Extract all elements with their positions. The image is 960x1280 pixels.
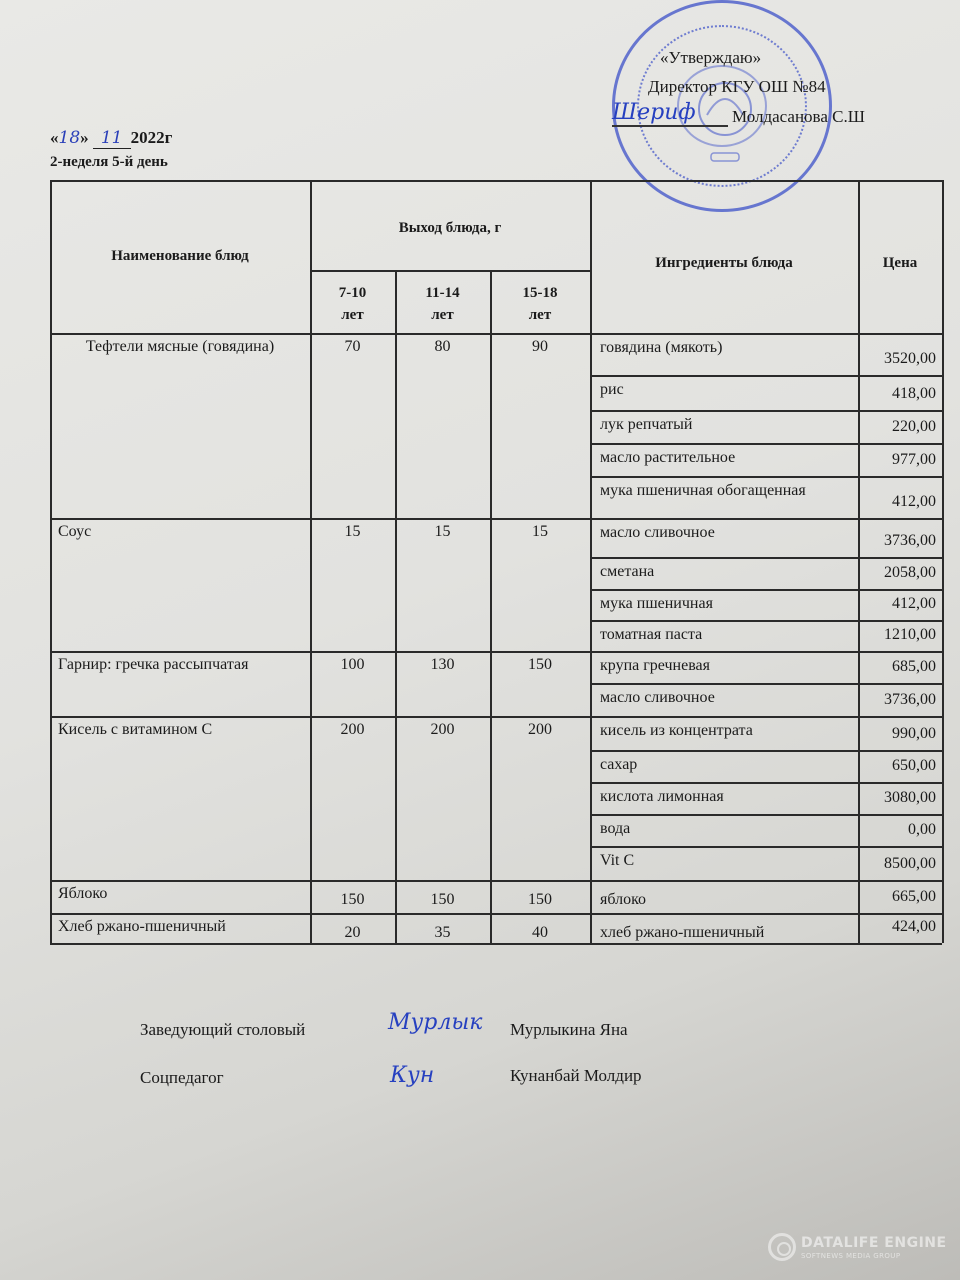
signature-mark-1: Мурлык — [388, 1010, 483, 1035]
ingredient-row-border — [590, 443, 942, 445]
ingredient-name: лук репчатый — [600, 416, 693, 433]
ingredient-row-border — [590, 557, 942, 559]
col-line-2 — [395, 270, 397, 943]
ingredient-name: крупа гречневая — [600, 657, 711, 674]
ingredient-price: 2058,00 — [884, 564, 936, 581]
ingredient-price: 977,00 — [892, 451, 936, 468]
dish-name: Гарнир: гречка рассыпчатая — [58, 656, 249, 673]
ingredient-name: масло сливочное — [600, 524, 715, 541]
dish-yield: 150 — [528, 891, 552, 908]
header-age-11-14-unit: лет — [431, 307, 454, 323]
dish-yield: 40 — [532, 924, 548, 941]
header-age-7-10-unit: лет — [341, 307, 364, 323]
ingredient-name: говядина (мякоть) — [600, 339, 723, 356]
ingredient-name: хлеб ржано-пшеничный — [600, 924, 765, 941]
signature-line — [612, 125, 728, 127]
header-ingredients: Ингредиенты блюда — [655, 255, 793, 271]
ingredient-price: 0,00 — [908, 821, 936, 838]
header-age-15-18-unit: лет — [528, 307, 552, 323]
ingredient-name: мука пшеничная — [600, 595, 713, 612]
dish-yield: 200 — [430, 721, 455, 738]
ingredient-price: 3080,00 — [884, 789, 936, 806]
ingredient-price: 412,00 — [892, 493, 936, 510]
dish-row-border — [50, 518, 942, 520]
ingredient-name: яблоко — [600, 891, 647, 908]
dish-name: Хлеб ржано-пшеничный — [58, 918, 226, 935]
table-border-top — [50, 180, 942, 182]
header-age-15-18: 15-18 — [522, 285, 558, 301]
ingredient-row-border — [590, 750, 942, 752]
dish-yield: 100 — [340, 656, 365, 673]
ingredient-price: 418,00 — [892, 385, 936, 402]
dish-yield: 200 — [340, 721, 365, 738]
ingredient-name: кисель из концентрата — [600, 722, 753, 739]
director-signature — [612, 100, 696, 125]
approval-position: Директор КГУ ОШ №84 — [648, 77, 826, 96]
watermark-subtitle: SOFTNEWS MEDIA GROUP — [801, 1252, 901, 1260]
ingredient-name: сметана — [600, 563, 655, 580]
signature-mark-2: Кун — [390, 1063, 435, 1088]
ingredient-price: 412,00 — [892, 595, 936, 612]
ingredient-row-border — [590, 782, 942, 784]
ingredient-name: масло растительное — [600, 449, 736, 466]
col-line-3 — [490, 270, 492, 943]
dish-yield: 35 — [434, 924, 451, 941]
ingredient-name: кислота лимонная — [600, 788, 724, 805]
dish-yield: 150 — [430, 891, 455, 908]
ingredient-row-border — [590, 375, 942, 377]
col-line-0 — [50, 180, 52, 943]
header-sub-line — [310, 270, 590, 272]
date-month: 11 — [93, 128, 131, 149]
header-output: Выход блюда, г — [398, 220, 502, 236]
header-age-11-14: 11-14 — [425, 285, 460, 301]
ingredient-price: 685,00 — [892, 658, 936, 675]
dish-yield: 15 — [532, 523, 548, 540]
dish-row-border — [50, 880, 942, 882]
ingredient-price: 8500,00 — [884, 855, 936, 872]
dish-yield: 15 — [344, 523, 361, 540]
document-date — [50, 128, 172, 149]
date-year: 2022г — [130, 128, 173, 147]
approval-name: Молдасанова С.Ш — [732, 107, 865, 126]
dish-row-border — [50, 913, 942, 915]
ingredient-name: масло сливочное — [600, 689, 715, 706]
ingredient-row-border — [590, 410, 942, 412]
ingredient-price: 990,00 — [892, 725, 936, 742]
week-day-label: 2-неделя 5-й день — [50, 154, 168, 170]
header-bottom-line — [50, 333, 942, 335]
ingredient-name: Vit C — [600, 852, 635, 869]
ingredient-price: 424,00 — [892, 918, 936, 935]
ingredient-price: 3736,00 — [884, 691, 936, 708]
header-price: Цена — [882, 255, 918, 271]
signature-role-2: Соцпедагог — [140, 1068, 224, 1087]
ingredient-name: вода — [600, 820, 631, 837]
ingredient-name: мука пшеничная обогащенная — [600, 482, 806, 499]
dish-name: Яблоко — [58, 885, 108, 902]
approval-title: «Утверждаю» — [660, 48, 762, 67]
date-day: 18 — [58, 128, 81, 148]
director-signature-text: Шериф — [612, 100, 696, 125]
dish-row-border — [50, 716, 942, 718]
dish-yield: 150 — [340, 891, 365, 908]
dish-yield: 90 — [532, 338, 548, 355]
signature-name-2: Кунанбай Молдир — [510, 1066, 642, 1085]
dish-yield: 200 — [528, 721, 552, 738]
dish-yield: 70 — [344, 338, 361, 355]
dish-yield: 80 — [434, 338, 451, 355]
dish-row-border — [50, 943, 942, 945]
dish-name: Тефтели мясные (говядина) — [85, 338, 275, 355]
col-line-6 — [942, 180, 944, 943]
col-line-4 — [590, 180, 592, 943]
ingredient-name: рис — [600, 381, 624, 398]
datalife-logo-icon — [768, 1233, 796, 1261]
dish-yield: 20 — [344, 924, 361, 941]
ingredient-price: 220,00 — [892, 418, 936, 435]
ingredient-row-border — [590, 683, 942, 685]
dish-yield: 150 — [528, 656, 552, 673]
ingredient-row-border — [590, 476, 942, 478]
ingredient-price: 650,00 — [892, 757, 936, 774]
ingredient-row-border — [590, 589, 942, 591]
ingredient-price: 665,00 — [892, 888, 936, 905]
dish-yield: 130 — [430, 656, 455, 673]
header-dish-name: Наименование блюд — [111, 248, 249, 264]
ingredient-row-border — [590, 846, 942, 848]
ingredient-row-border — [590, 814, 942, 816]
date-close-quote: » — [80, 128, 89, 147]
ingredient-price: 3520,00 — [884, 350, 936, 367]
ingredient-name: томатная паста — [600, 626, 703, 643]
header-age-7-10: 7-10 — [338, 285, 367, 301]
dish-row-border — [50, 651, 942, 653]
dish-name: Соус — [58, 523, 92, 540]
date-open-quote: « — [50, 128, 59, 147]
signature-name-1: Мурлыкина Яна — [510, 1020, 628, 1039]
ingredient-name: сахар — [600, 756, 638, 773]
ingredient-price: 3736,00 — [884, 532, 936, 549]
signature-role-1: Заведующий столовый — [140, 1020, 306, 1039]
dish-name: Кисель с витамином С — [58, 721, 213, 738]
watermark-title: DATALIFE ENGINE — [801, 1235, 947, 1251]
ingredient-row-border — [590, 620, 942, 622]
ingredient-price: 1210,00 — [884, 626, 936, 643]
dish-yield: 15 — [434, 523, 451, 540]
